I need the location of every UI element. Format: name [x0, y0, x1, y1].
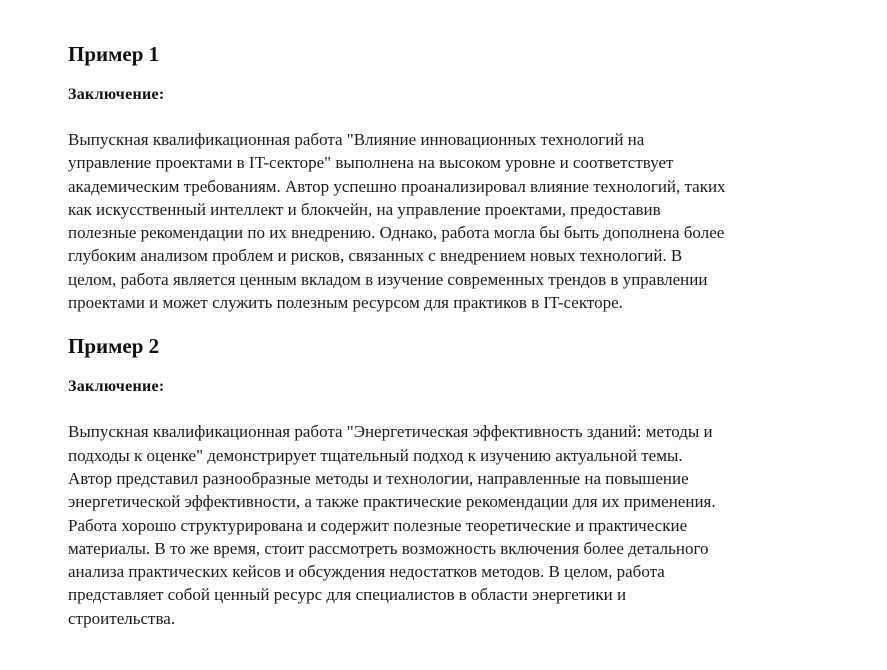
paragraph-line: Выпускная квалификационная работа "Влияние инновационных технологий на [68, 130, 645, 149]
paragraph-line: подходы к оценке" демонстрирует тщательный подход к изучению актуальной темы. [68, 445, 683, 465]
paragraph-line: полезные рекомендации по их внедрению. Однако, работа могла бы быть дополнена более [68, 223, 725, 243]
paragraph-line: глубоким анализом проблем и рисков, связанных с внедрением новых технологий. В [68, 246, 683, 266]
paragraph-line: проектами и может служить полезным ресурсом для практиков в IT-секторе. [68, 293, 623, 313]
paragraph-line: как искусственный интеллект и блокчейн, на управление проектами, предоставив [68, 199, 661, 219]
paragraph-line: материалы. В то же время, стоит рассмотреть возможность включения более детального [68, 538, 709, 558]
example-section-1 [68, 40, 858, 314]
paragraph-line: энергетической эффективности, а также практические рекомендации для их применения. [68, 492, 716, 512]
example-section-2 [68, 332, 858, 630]
conclusion-paragraph [68, 420, 858, 630]
section-title: Пример 1 [68, 42, 160, 66]
paragraph-line: строительства. [68, 608, 176, 628]
paragraph-line: управление проектами в IT-секторе" выполнена на высоком уровне и соответствует [68, 153, 674, 173]
paragraph-line: Работа хорошо структурирована и содержит полезные теоретические и практические [68, 515, 688, 535]
paragraph-line: анализа практических кейсов и обсуждения недостатков методов. В целом, работа [68, 562, 665, 582]
paragraph-line: представляет собой ценный ресурс для специалистов в области энергетики и [68, 585, 627, 605]
section-subtitle: Заключение: [68, 86, 165, 103]
paragraph-line: Выпускная квалификационная работа "Энергетическая эффективность зданий: методы и [68, 422, 713, 442]
paragraph-line: академическим требованиям. Автор успешно проанализировал влияние технологий, таких [68, 176, 726, 196]
document-content [68, 40, 858, 630]
paragraph-line: Автор представил разнообразные методы и технологии, направленные на повышение [68, 468, 689, 488]
conclusion-paragraph [68, 128, 858, 314]
section-subtitle: Заключение: [68, 378, 165, 396]
paragraph-line: целом, работа является ценным вкладом в изучение современных трендов в управлении [68, 269, 708, 289]
section-title: Пример 2 [68, 334, 160, 359]
